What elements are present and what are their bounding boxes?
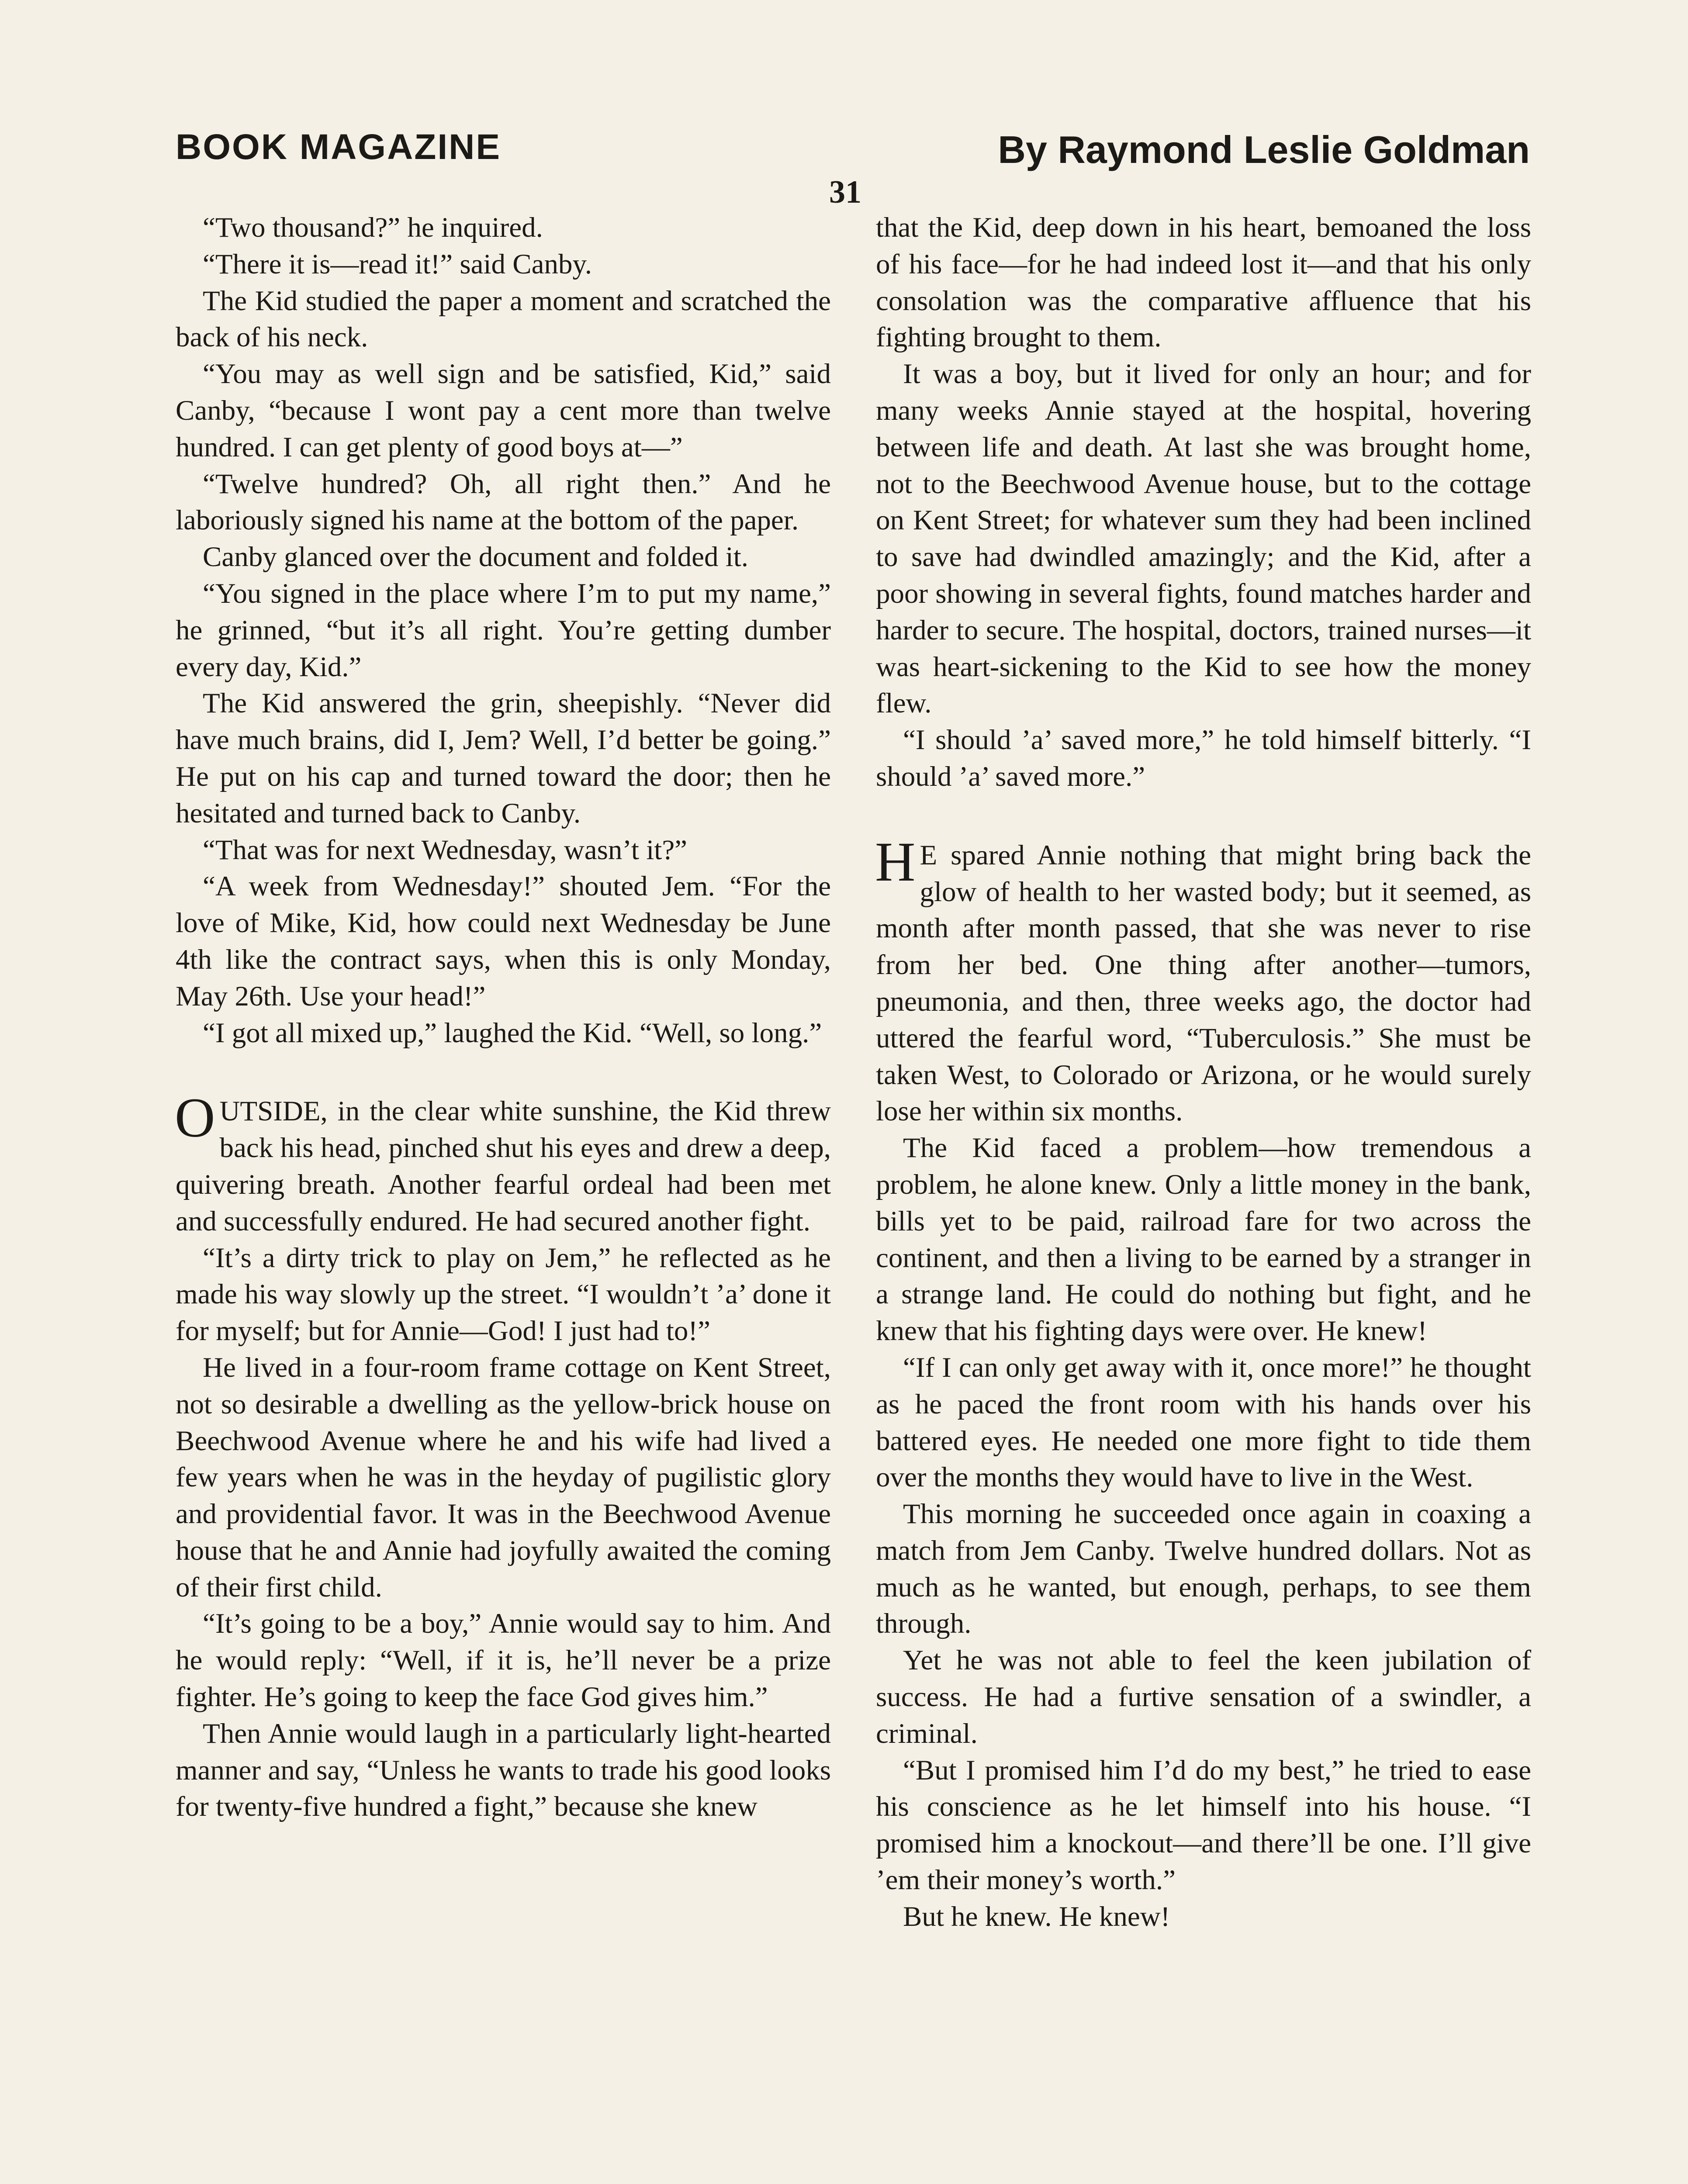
right-column bbox=[876, 210, 1531, 1935]
paragraph: This morning he succeeded once again in coaxing a match from Jem Canby. Twelve hundred dollars. Not as much as he wanted, but enough, perhaps, to see them through. bbox=[876, 1498, 1531, 1640]
paragraph: The Kid faced a problem—how tremendous a problem, he alone knew. Only a little money in the bank, bills yet to be paid, railroad fare for two across the continent, and then a living to be earned by a stranger in a strange land. He could do nothing but fight, and he knew that his fighting days were over. He knew! bbox=[876, 1132, 1531, 1347]
drop-cap: O bbox=[175, 1087, 215, 1149]
paragraph: “It’s going to be a boy,” Annie would say to him. And he would reply: “Well, if it is, he’ll never be a prize fighter. He’s going to keep the face God gives him.” bbox=[176, 1608, 831, 1713]
paragraph: Then Annie would laugh in a particularly light-hearted manner and say, “Unless he wants to trade his good looks for twenty-five hundred a fight,” because she knew bbox=[176, 1717, 831, 1823]
paragraph: “I should ’a’ saved more,” he told himself bitterly. “I should ’a’ saved more.” bbox=[876, 724, 1531, 792]
paragraph: “There it is—read it!” said Canby. bbox=[203, 248, 592, 280]
section-opening-paragraph bbox=[875, 830, 1531, 1130]
author-byline: By Raymond Leslie Goldman bbox=[998, 128, 1530, 171]
paragraph: “A week from Wednesday!” shouted Jem. “For the love of Mike, Kid, how could next Wednesday be June 4th like the contract says, when this is only Monday, May 26th. Use your head!” bbox=[176, 871, 831, 1012]
paragraph-continuation: that the Kid, deep down in his heart, bemoaned the loss of his face—for he had indeed lost it—and that his only consolation was the comparative affluence that his fighting brought to them. bbox=[876, 212, 1531, 353]
section-opening-text: E spared Annie nothing that might bring back the glow of health to her wasted body; but it seemed, as month after month passed, that she was never to rise from her bed. One thing after another—tumors, pneumonia, and then, three weeks ago, the doctor had uttered the fearful word, “Tuberculosis.” She must be taken West, to Colorado or Arizona, or he would surely lose her within six months. bbox=[876, 839, 1531, 1127]
paragraph: The Kid studied the paper a moment and scratched the back of his neck. bbox=[176, 285, 831, 353]
paragraph: It was a boy, but it lived for only an hour; and for many weeks Annie stayed at the hospital, hovering between life and death. At last she was brought home, not to the Beechwood Avenue house, but to the cottage on Kent Street; for whatever sum they had been inclined to save had dwindled amazingly; and the Kid, after a poor showing in several fights, found matches harder and harder to secure. The hospital, doctors, trained nurses—it was heart-sickening to the Kid to see how the money flew. bbox=[876, 358, 1531, 719]
paragraph: “But I promised him I’d do my best,” he tried to ease his conscience as he let himself into his house. “I promised him a knockout—and there’ll be one. I’ll give ’em their money’s worth.” bbox=[876, 1754, 1531, 1896]
drop-cap: H bbox=[875, 830, 916, 893]
paragraph: “I got all mixed up,” laughed the Kid. “Well, so long.” bbox=[203, 1017, 822, 1049]
paragraph: The Kid answered the grin, sheepishly. “Never did have much brains, did I, Jem? Well, I’d better be going.” He put on his cap and turned toward the door; then he hesitated and turned back to Canby. bbox=[176, 688, 831, 829]
paragraph: “You may as well sign and be satisfied, Kid,” said Canby, “because I wont pay a cent more than twelve hundred. I can get plenty of good boys at—” bbox=[176, 358, 831, 463]
section-opening-paragraph bbox=[175, 1087, 831, 1240]
paragraph: “You signed in the place where I’m to put my name,” he grinned, “but it’s all right. You’re getting dumber every day, Kid.” bbox=[176, 577, 831, 683]
paragraph: He lived in a four-room frame cottage on Kent Street, not so desirable a dwelling as the yellow-brick house on Beechwood Avenue where he and his wife had lived a few years when he was in the heyday of pugilistic glory and providential favor. It was in the Beechwood Avenue house that he and Annie had joyfully awaited the coming of their first child. bbox=[176, 1351, 831, 1603]
paragraph: Canby glanced over the document and folded it. bbox=[203, 541, 749, 573]
magazine-title: BOOK MAGAZINE bbox=[176, 127, 502, 167]
paragraph: Yet he was not able to feel the keen jubilation of success. He had a furtive sensation of a swindler, a criminal. bbox=[876, 1645, 1531, 1749]
paragraph: But he knew. He knew! bbox=[903, 1901, 1170, 1932]
paragraph: “Twelve hundred? Oh, all right then.” And he laboriously signed his name at the bottom of the paper. bbox=[176, 468, 831, 536]
page-number: 31 bbox=[829, 174, 861, 210]
left-column bbox=[176, 210, 831, 1825]
paragraph: “It’s a dirty trick to play on Jem,” he reflected as he made his way slowly up the street. “I wouldn’t ’a’ done it for myself; but for Annie—God! I just had to!” bbox=[176, 1242, 831, 1347]
paragraph: “If I can only get away with it, once more!” he thought as he paced the front room with his hands over his battered eyes. He needed one more fight to tide them over the months they would have to live in the West. bbox=[876, 1351, 1531, 1493]
paragraph: “Two thousand?” he inquired. bbox=[203, 212, 543, 243]
paragraph: “That was for next Wednesday, wasn’t it?” bbox=[203, 834, 688, 866]
section-opening-text: UTSIDE, in the clear white sunshine, the Kid threw back his head, pinched shut his eyes and drew a deep, quivering breath. Another fearful ordeal had been met and successfully endured. He had secured another fight. bbox=[176, 1095, 831, 1237]
